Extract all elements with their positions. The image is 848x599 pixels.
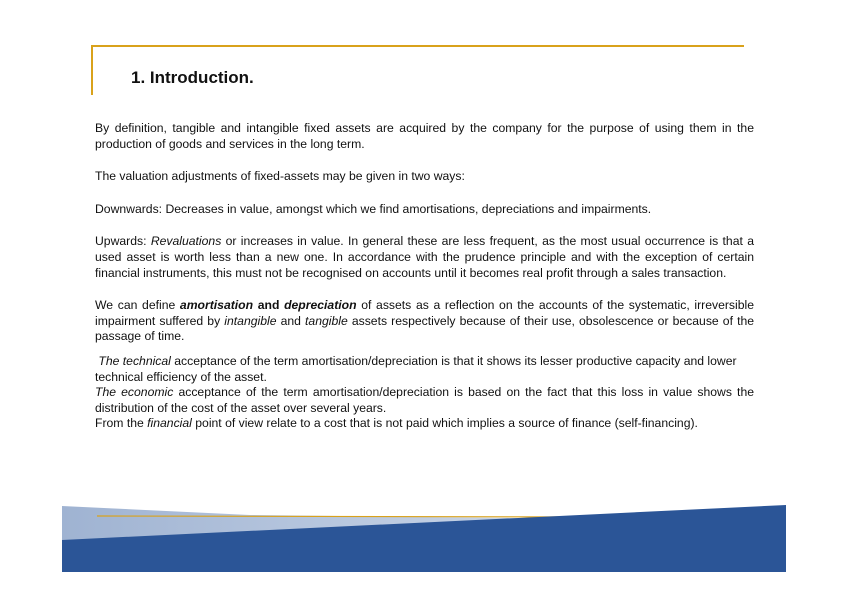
text-run-italic: The technical bbox=[98, 353, 171, 368]
text-run-italic: tangible bbox=[305, 313, 348, 328]
text-run-italic: The economic bbox=[95, 385, 174, 400]
text-run: of assets as a reflection on the accounts of the systematic, irreversible impairment suffered by bbox=[95, 298, 754, 328]
text-run: assets respectively because of their use, obsolescence or because of the passage of time. bbox=[95, 313, 755, 344]
text-run-italic: intangible bbox=[224, 313, 277, 328]
text-run-bold: and bbox=[253, 298, 285, 313]
text-run: We can define bbox=[95, 298, 180, 313]
text-run: or increases in value. In general these are less frequent, as the most usual occurrence is that a used asset is worth less than a new one. In accordance with the prudence principle and with the exception of certain financial instruments, this must not be recognised on accounts until it becomes real profit through a sales transaction. bbox=[95, 234, 754, 280]
text-run: acceptance of the term amortisation/depreciation is based on the fact that this loss in value shows the distribution of the cost of the asset over several years. bbox=[95, 385, 755, 415]
paragraph-valuation: The valuation adjustments of fixed-assets may be given in two ways: bbox=[95, 169, 465, 184]
text-run: point of view relate to a cost that is not paid which implies a source of finance (self-financing). bbox=[191, 416, 698, 431]
text-run: Upwards: bbox=[95, 234, 151, 249]
text-run: From the bbox=[95, 416, 148, 431]
text-run-italic: financial bbox=[147, 416, 192, 431]
text-run: acceptance of the term amortisation/depreciation is that it shows its lesser productive capacity and lower technical efficiency of the asset. bbox=[95, 353, 737, 384]
text-run-italic: Revaluations bbox=[150, 234, 222, 249]
text-run-bold-italic: depreciation bbox=[284, 298, 357, 313]
text-run: and bbox=[276, 313, 306, 328]
paragraph-definition: By definition, tangible and intangible fixed assets are acquired by the company for the purpose of using them in the production of goods and services in the long term. bbox=[95, 121, 754, 151]
text-run-bold-italic: amortisation bbox=[179, 298, 254, 313]
paragraph-downwards: Downwards: Decreases in value, amongst which we find amortisations, depreciations and impairments. bbox=[95, 201, 652, 216]
slide-title: 1. Introduction. bbox=[131, 68, 254, 87]
